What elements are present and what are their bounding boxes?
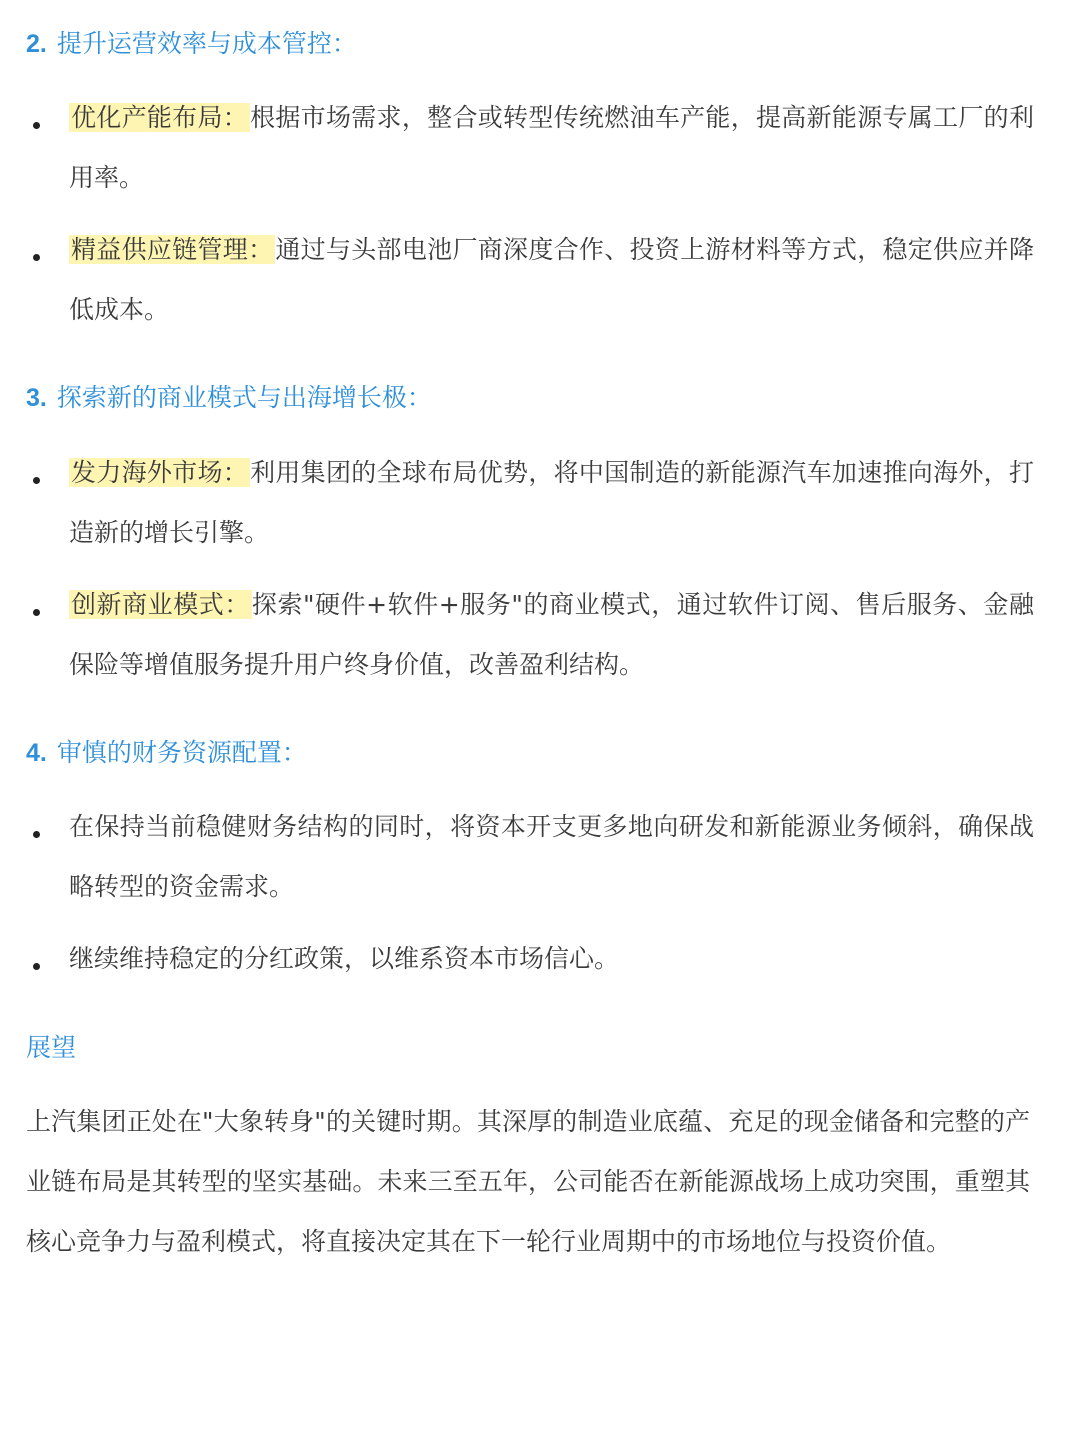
list-item-body: 探索"硬件+软件+服务"的商业模式，通过软件订阅、售后服务、金融保险等增值服务提升用户终身价值，改善盈利结构。 (69, 590, 1034, 679)
section-3-heading (26, 381, 432, 415)
list-item-body: 继续维持稳定的分红政策，以维系资本市场信心。 (69, 944, 620, 973)
list-item-body: 通过与头部电池厂商深度合作、投资上游材料等方式，稳定供应并降低成本。 (69, 235, 1034, 324)
list-item-text (69, 220, 1034, 340)
bullet-icon (33, 831, 40, 838)
section-title: 探索新的商业模式与出海增长极： (56, 383, 432, 412)
section-number: 2. (26, 30, 47, 58)
section-title: 展望 (26, 1033, 77, 1062)
list-item-body: 利用集团的全球布局优势，将中国制造的新能源汽车加速推向海外，打造新的增长引擎。 (69, 458, 1034, 547)
list-item-text (69, 797, 1034, 917)
bullet-icon (33, 254, 40, 261)
list-item-text (69, 575, 1034, 695)
section-number: 4. (26, 739, 47, 767)
list-item-body: 根据市场需求，整合或转型传统燃油车产能，提高新能源专属工厂的利用率。 (69, 103, 1034, 192)
list-item-text (69, 88, 1034, 208)
highlight-label: 优化产能布局： (71, 103, 249, 132)
bullet-icon (33, 122, 40, 129)
bullet-icon (33, 609, 40, 616)
section-title: 提升运营效率与成本管控： (56, 29, 357, 58)
section-title: 审慎的财务资源配置： (56, 738, 307, 767)
section-2-heading (26, 27, 357, 61)
outlook-heading (26, 1031, 76, 1065)
list-item-body: 在保持当前稳健财务结构的同时，将资本开支更多地向研发和新能源业务倾斜，确保战略转型的资金需求。 (69, 812, 1034, 901)
list-item-text (69, 443, 1034, 563)
outlook-paragraph: 上汽集团正处在"大象转身"的关键时期。其深厚的制造业底蕴、充足的现金储备和完整的产业链布局是其转型的坚实基础。未来三至五年，公司能否在新能源战场上成功突围，重塑其核心竞争力与盈利模式，将直接决定其在下一轮行业周期中的市场地位与投资价值。 (26, 1107, 1030, 1256)
highlight-label: 精益供应链管理： (71, 235, 274, 264)
list-item-text (69, 929, 1034, 989)
highlight-label: 创新商业模式： (71, 590, 250, 619)
bullet-icon (33, 477, 40, 484)
section-4-heading (26, 736, 307, 770)
section-number: 3. (26, 384, 47, 412)
bullet-icon (33, 963, 40, 970)
highlight-label: 发力海外市场： (71, 458, 249, 487)
